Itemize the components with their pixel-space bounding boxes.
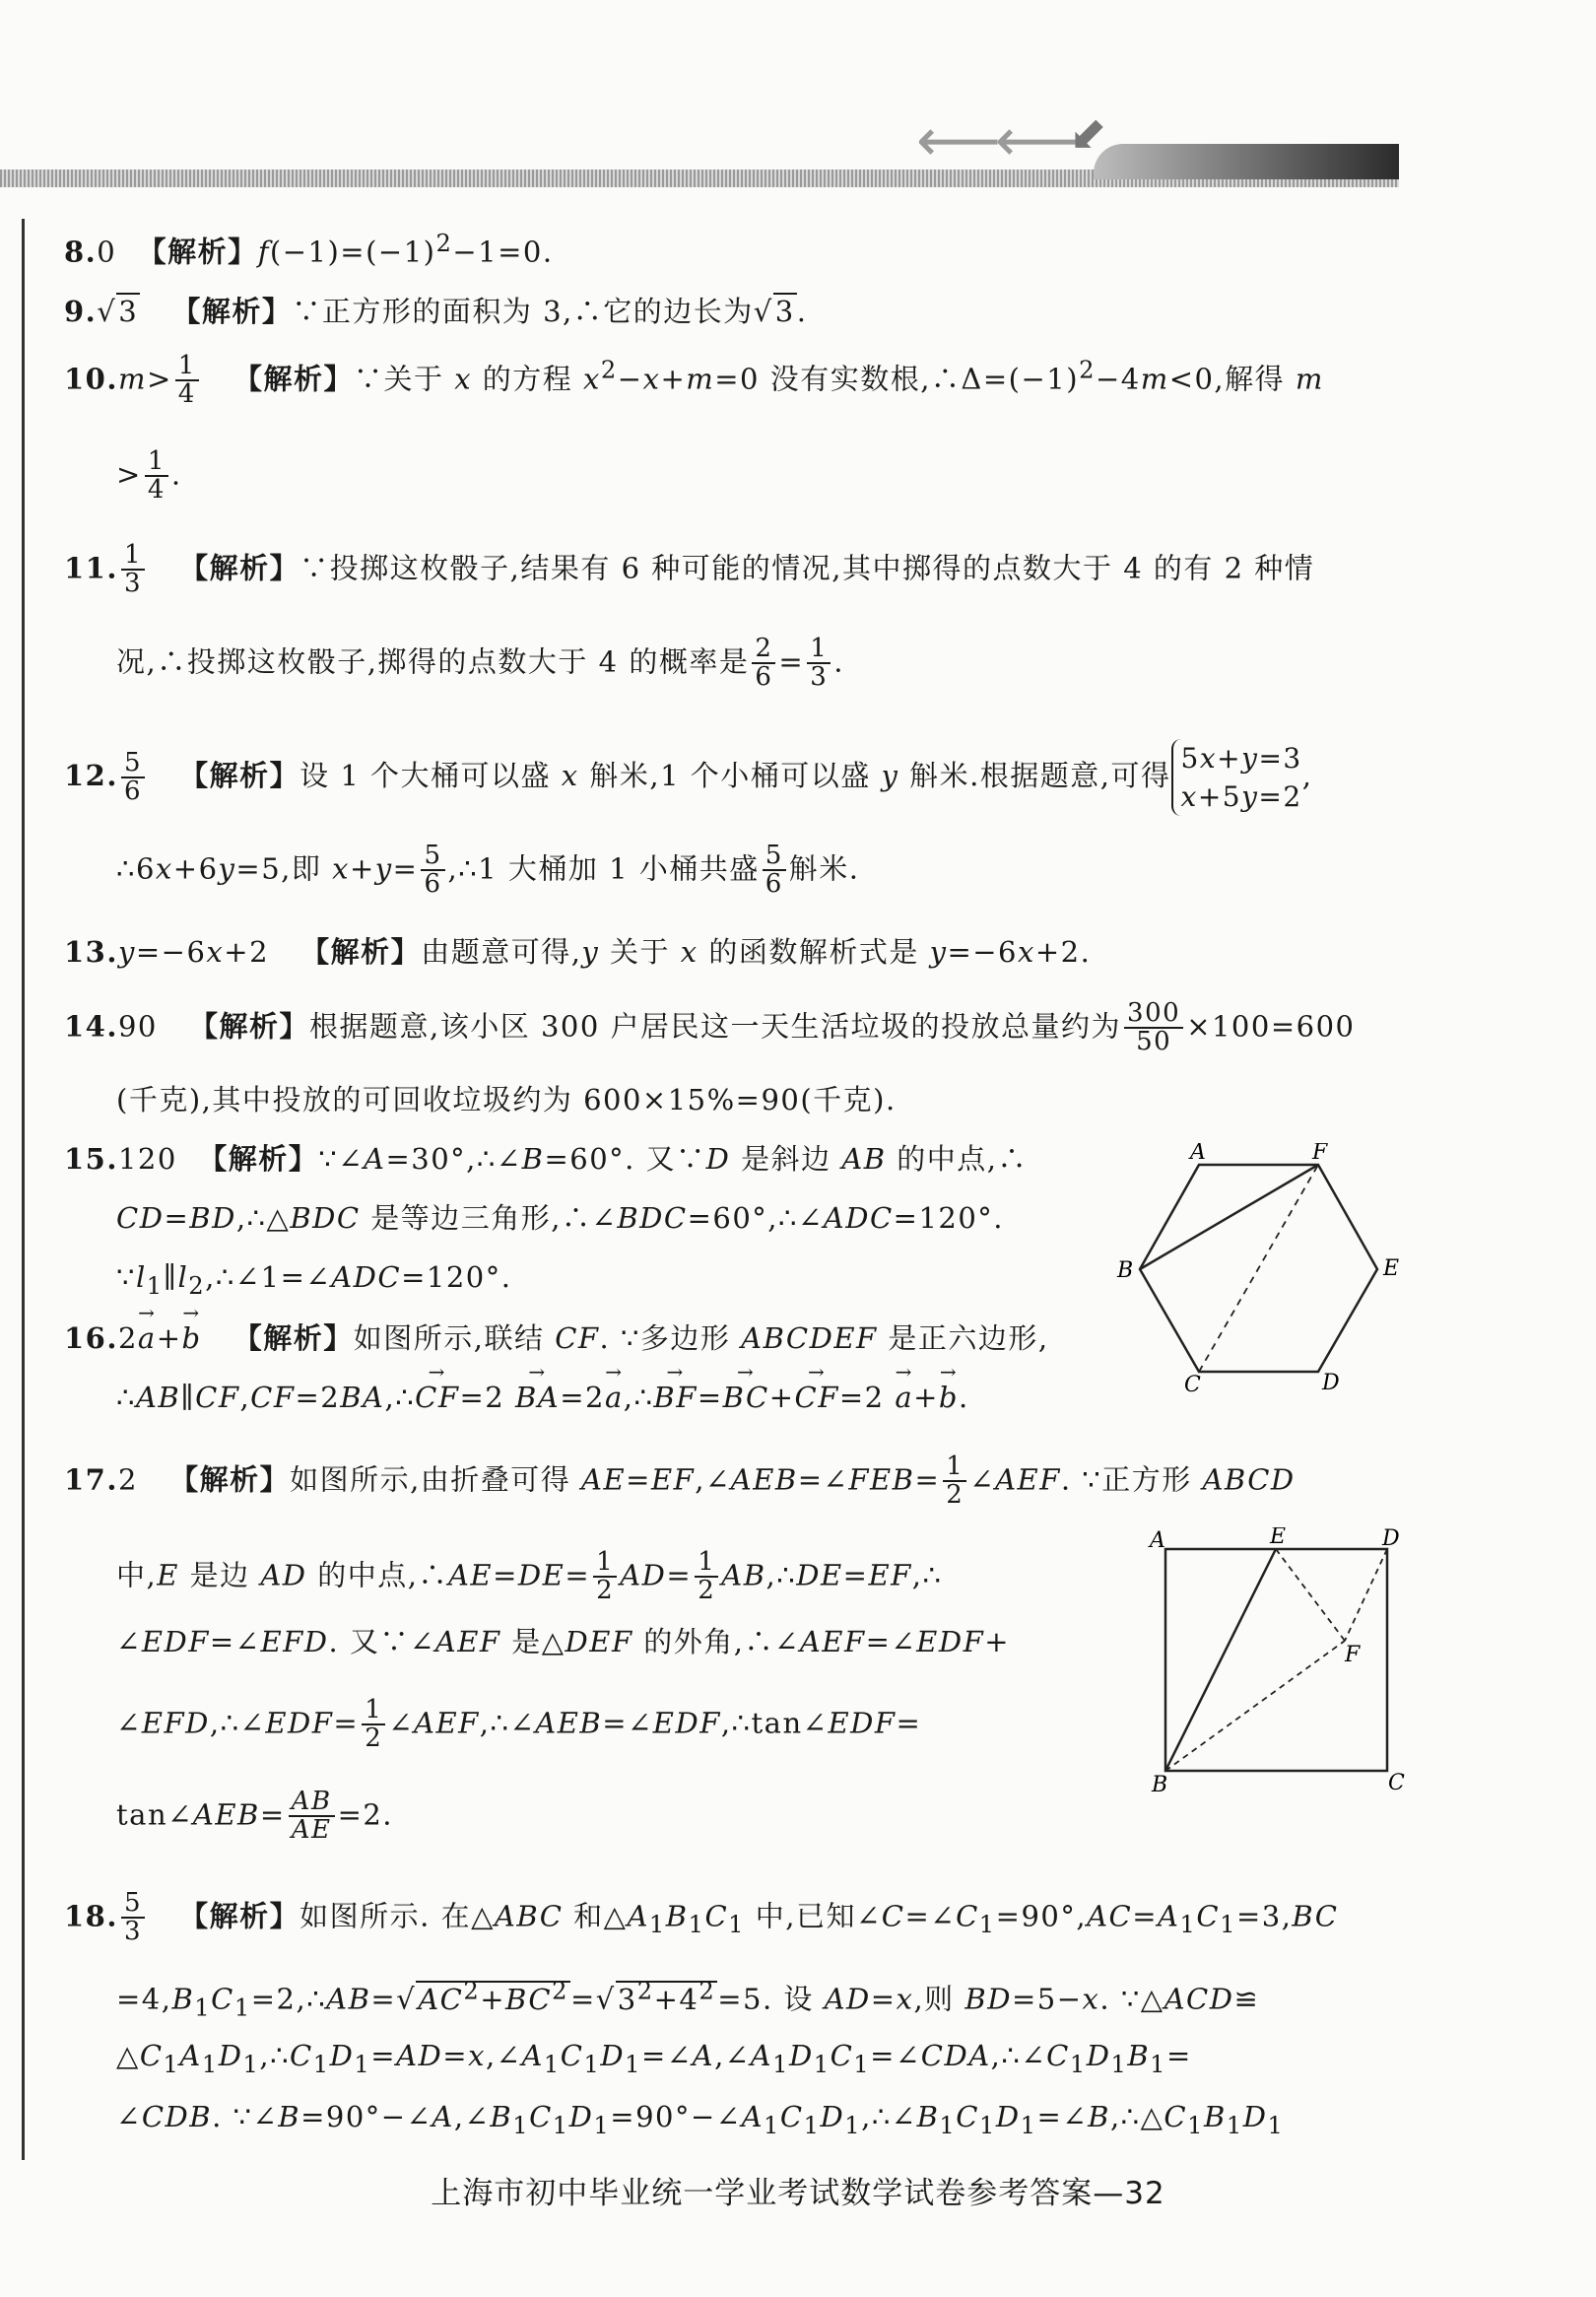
label-F: F <box>1312 1143 1328 1165</box>
problem-11: 11. $\frac{1}{3}$ 【解析】∵投掷这枚骰子,结果有 6 种可能的情况,其中掷得的点数大于 4 的有 2 种情 <box>64 540 1315 599</box>
problem-10-cont: > $\frac{1}{4}$ . <box>116 446 182 506</box>
label-A: A <box>1150 1528 1165 1553</box>
problem-18: 18. $\frac{5}{3}$ 【解析】如图所示. 在△ABC 和$\triangle A_1B_1C_1$ 中,已知$\angle C=\angle C_1=90^\circ,AC=A_1C_1=3,BC$ <box>64 1888 1339 1947</box>
page-footer: 上海市初中毕业统一学业考试数学试卷参考答案—32 <box>431 2176 1165 2211</box>
double-left-arrow-icon: ⟵⟵ <box>916 106 1075 175</box>
problem-16-cont: ∴AB∥CF,CF=2BA,∴→ CF=2 → BA=2→ a,∴→ BF=→ BC+→ CF=2 → a+→ b. <box>116 1380 969 1415</box>
label-D: D <box>1382 1527 1400 1551</box>
problem-14-cont: (千克),其中投放的可回收垃圾约为 600×15%=90(千克). <box>116 1083 897 1116</box>
problem-17-cont4: tan∠AEB= $\frac{AB}{AE}$ =2. <box>116 1787 394 1846</box>
problem-15-cont: CD=BD,∴△BDC 是等边三角形,∴∠BDC=60°,∴∠ADC=120°. <box>116 1201 1005 1235</box>
problem-13: 13.y=−6x+2 【解析】由题意可得,y 关于 x 的函数解析式是 y=−6x+2. <box>64 935 1092 969</box>
margin-rule <box>22 219 25 2160</box>
label-D: D <box>1322 1371 1340 1395</box>
problem-17-cont: 中,E 是边 AD 的中点,∴AE=DE= $\frac{1}{2}$ AD= $\frac{1}{2}$ AB,∴DE=EF,∴ <box>116 1547 943 1606</box>
segment-BF <box>1140 1165 1318 1269</box>
problem-15: 15.120 【解析】∵∠A=30°,∴∠B=60°. 又∵D 是斜边 AB 的中点,∴ <box>64 1142 1029 1176</box>
problem-14: 14.90 【解析】根据题意,该小区 300 户居民这一天生活垃圾的投放总量约为 $\frac{300}{50}$ ×100=600 <box>64 998 1356 1057</box>
problem-8: 8.0 【解析】$f(-1)=(-1)^2-1=0$. <box>64 230 554 269</box>
problem-16: 16.2→ a+→ b 【解析】如图所示,联结 CF. ∵多边形 ABCDEF 是正六边形, <box>64 1320 1049 1356</box>
problem-18-cont3: ∠CDB. $\because\angle B=90^\circ-\angle A,\angle B_1C_1D_1=90^\circ-\angle A_1C_1D_1,\therefore\angle B_1C_1D_1=\angle B,\therefore\triangle C_1B_1D_1$ <box>116 2100 1285 2139</box>
label-B: B <box>1152 1773 1168 1793</box>
label-C: C <box>1184 1373 1201 1397</box>
problem-12-cont: ∴6x+6y=5,即 x+y= $\frac{5}{6}$ ,∴1 大桶加 1 小桶共盛 $\frac{5}{6}$ 斛米. <box>116 841 860 900</box>
problem-12: 12. $\frac{5}{6}$ 【解析】设 1 个大桶可以盛 x 斛米,1 个小桶可以盛 y 斛米.根据题意,可得5x+y=3 x+5y=2, <box>64 739 1312 816</box>
label-A: A <box>1190 1143 1206 1165</box>
label-B: B <box>1117 1258 1134 1283</box>
segment-BF <box>1165 1641 1345 1771</box>
segment-BE <box>1165 1549 1276 1771</box>
pointer-icon: ⬋ <box>1069 106 1107 160</box>
label-E: E <box>1270 1527 1287 1549</box>
hexagon-figure <box>1103 1143 1419 1399</box>
label-C: C <box>1388 1771 1405 1793</box>
segment-EF <box>1276 1549 1345 1641</box>
problem-17-cont3: ∠EFD,∴∠EDF= $\frac{1}{2}$ ∠AEF,∴∠AEB=∠EDF,∴tan∠EDF= <box>116 1695 922 1754</box>
label-E: E <box>1383 1256 1400 1281</box>
problem-17: 17.2 【解析】如图所示,由折叠可得 AE=EF,∠AEB=∠FEB= $\frac{1}{2}$ ∠AEF. ∵正方形 ABCD <box>64 1452 1296 1511</box>
problem-9: 9.√3 【解析】∵正方形的面积为 3,∴它的边长为√3. <box>64 295 808 328</box>
problem-17-cont2: ∠EDF=∠EFD. 又∵∠AEF 是△DEF 的外角,∴∠AEF=∠EDF+ <box>116 1625 1011 1658</box>
problem-18-cont: $=4,B_1C_1=2,\therefore AB=√AC^2+BC^2=√3^2+4^2=5$. 设 AD=x,则 BD=5−x. ∵△ACD≌ <box>116 1977 1260 2022</box>
segment-DF <box>1345 1549 1387 1641</box>
header-swoosh <box>1094 144 1399 179</box>
problem-10: 10.m> $\frac{1}{4}$ 【解析】∵关于 x 的方程 $x^2-x+m=0$ 没有实数根$,\therefore\Delta=(-1)^2-4m<0$,解得 m <box>64 351 1324 410</box>
problem-11-cont: 况,∴投掷这枚骰子,掷得的点数大于 4 的概率是 $\frac{2}{6}$ = $\frac{1}{3}$ . <box>116 634 844 693</box>
segment-CF <box>1199 1165 1318 1372</box>
problem-15-cont2: $\because l_1\parallel l_2,\therefore\angle 1=\angle ADC=120^\circ$. <box>116 1260 512 1300</box>
square-figure <box>1148 1527 1414 1793</box>
label-F: F <box>1345 1643 1361 1667</box>
problem-18-cont2: $\triangle C_1A_1D_1,\therefore C_1D_1=AD=x,\angle A_1C_1D_1=\angle A,\angle A_1D_1C_1=\angle CDA,\therefore\angle C_1D_1B_1=$ <box>116 2039 1192 2078</box>
